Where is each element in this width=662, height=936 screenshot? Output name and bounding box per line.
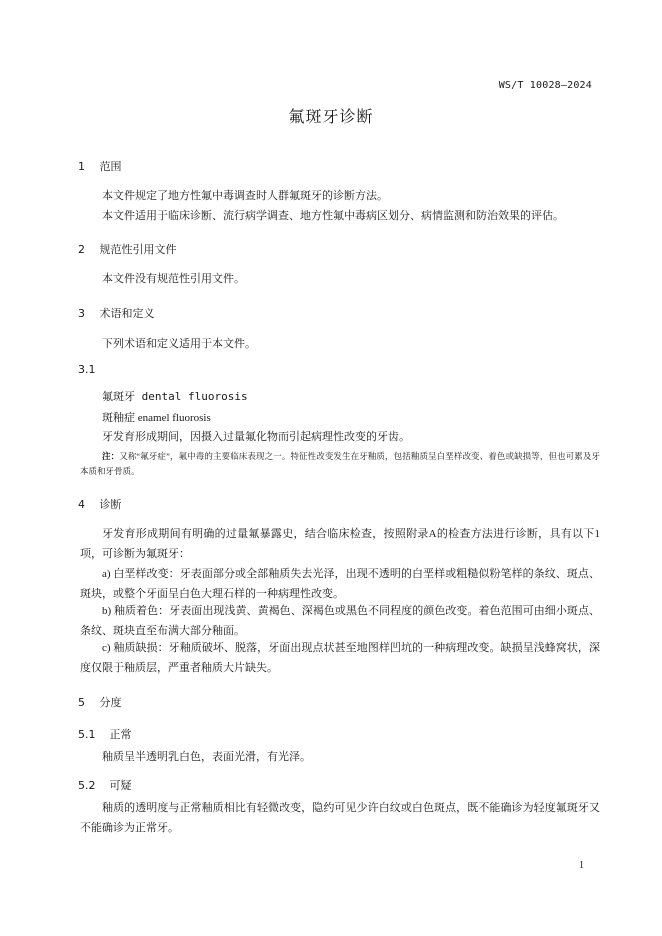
subsection-title: 可疑 xyxy=(109,779,132,792)
subsection-heading-5-1 xyxy=(78,726,132,742)
list-item-a: a) 白垩样改变：牙表面部分或全部釉质失去光泽，出现不透明的白垩样或粗糙似粉笔样的条纹、斑点、斑块，或整个牙面呈白色大理石样的一种病理性改变。 xyxy=(80,568,600,600)
term-note xyxy=(80,449,600,479)
section-heading-5 xyxy=(78,694,122,710)
paragraph: 本文件适用于临床诊断、流行病学调查、地方性氟中毒病区划分、病情监测和防治效果的评估。 xyxy=(102,210,564,222)
section-heading-3 xyxy=(78,305,155,321)
section-heading-2 xyxy=(78,241,177,257)
section-title: 分度 xyxy=(99,696,122,709)
paragraph: 下列术语和定义适用于本文件。 xyxy=(102,338,256,350)
section-title: 范围 xyxy=(99,160,122,173)
section-number: 4 xyxy=(78,498,85,511)
page-number: 1 xyxy=(579,860,584,871)
note-label: 注： xyxy=(102,451,120,461)
subsection-number: 5.1 xyxy=(78,728,96,741)
section-title: 诊断 xyxy=(99,498,122,511)
term-name: 氟斑牙 dental fluorosis xyxy=(102,390,248,403)
paragraph: 釉质的透明度与正常釉质相比有轻微改变，隐约可见少许白纹或白色斑点，既不能确诊为轻度氟斑牙又不能确诊为正常牙。 xyxy=(80,802,600,834)
term-number: 3.1 xyxy=(78,363,96,376)
list-item-c: c) 釉质缺损：牙釉质破坏、脱落，牙面出现点状甚至地图样凹坑的一种病理改变。缺损呈浅蜂窝状，深度仅限于釉质层，严重者釉质大片缺失。 xyxy=(80,642,600,674)
note-text: 又称“氟牙症”，氟中毒的主要临床表现之一。特征性改变发生在牙釉质，包括釉质呈白垩样改变、着色或缺损等，但也可累及牙本质和牙骨质。 xyxy=(80,451,600,476)
document-code: WS/T 10028—2024 xyxy=(498,80,592,91)
section-number: 1 xyxy=(78,160,85,173)
subsection-title: 正常 xyxy=(109,728,132,741)
section-number: 2 xyxy=(78,243,85,256)
section-heading-4 xyxy=(78,496,122,512)
section-title: 术语和定义 xyxy=(99,307,155,320)
paragraph: 牙发育形成期间有明确的过量氟暴露史，结合临床检查，按照附录A的检查方法进行诊断，具有以下1项，可诊断为氟斑牙： xyxy=(80,528,600,560)
paragraph: 本文件没有规范性引用文件。 xyxy=(102,273,245,285)
paragraph: 釉质呈半透明乳白色，表面光滑，有光泽。 xyxy=(102,751,311,763)
paragraph: 本文件规定了地方性氟中毒调查时人群氟斑牙的诊断方法。 xyxy=(102,190,388,202)
section-heading-1 xyxy=(78,158,122,174)
document-title: 氟斑牙诊断 xyxy=(288,107,374,126)
list-item-b: b) 釉质着色：牙表面出现浅黄、黄褐色、深褐色或黑色不同程度的颜色改变。着色范围可由细小斑点、条纹、斑块直至布满大部分釉面。 xyxy=(80,605,600,637)
term-definition: 牙发育形成期间，因摄入过量氟化物而引起病理性改变的牙齿。 xyxy=(102,431,410,443)
subsection-heading-5-2 xyxy=(78,777,132,793)
section-number: 5 xyxy=(78,696,85,709)
term-synonym: 斑釉症 enamel fluorosis xyxy=(102,412,211,424)
subsection-number: 5.2 xyxy=(78,779,96,792)
section-number: 3 xyxy=(78,307,85,320)
section-title: 规范性引用文件 xyxy=(99,243,177,256)
